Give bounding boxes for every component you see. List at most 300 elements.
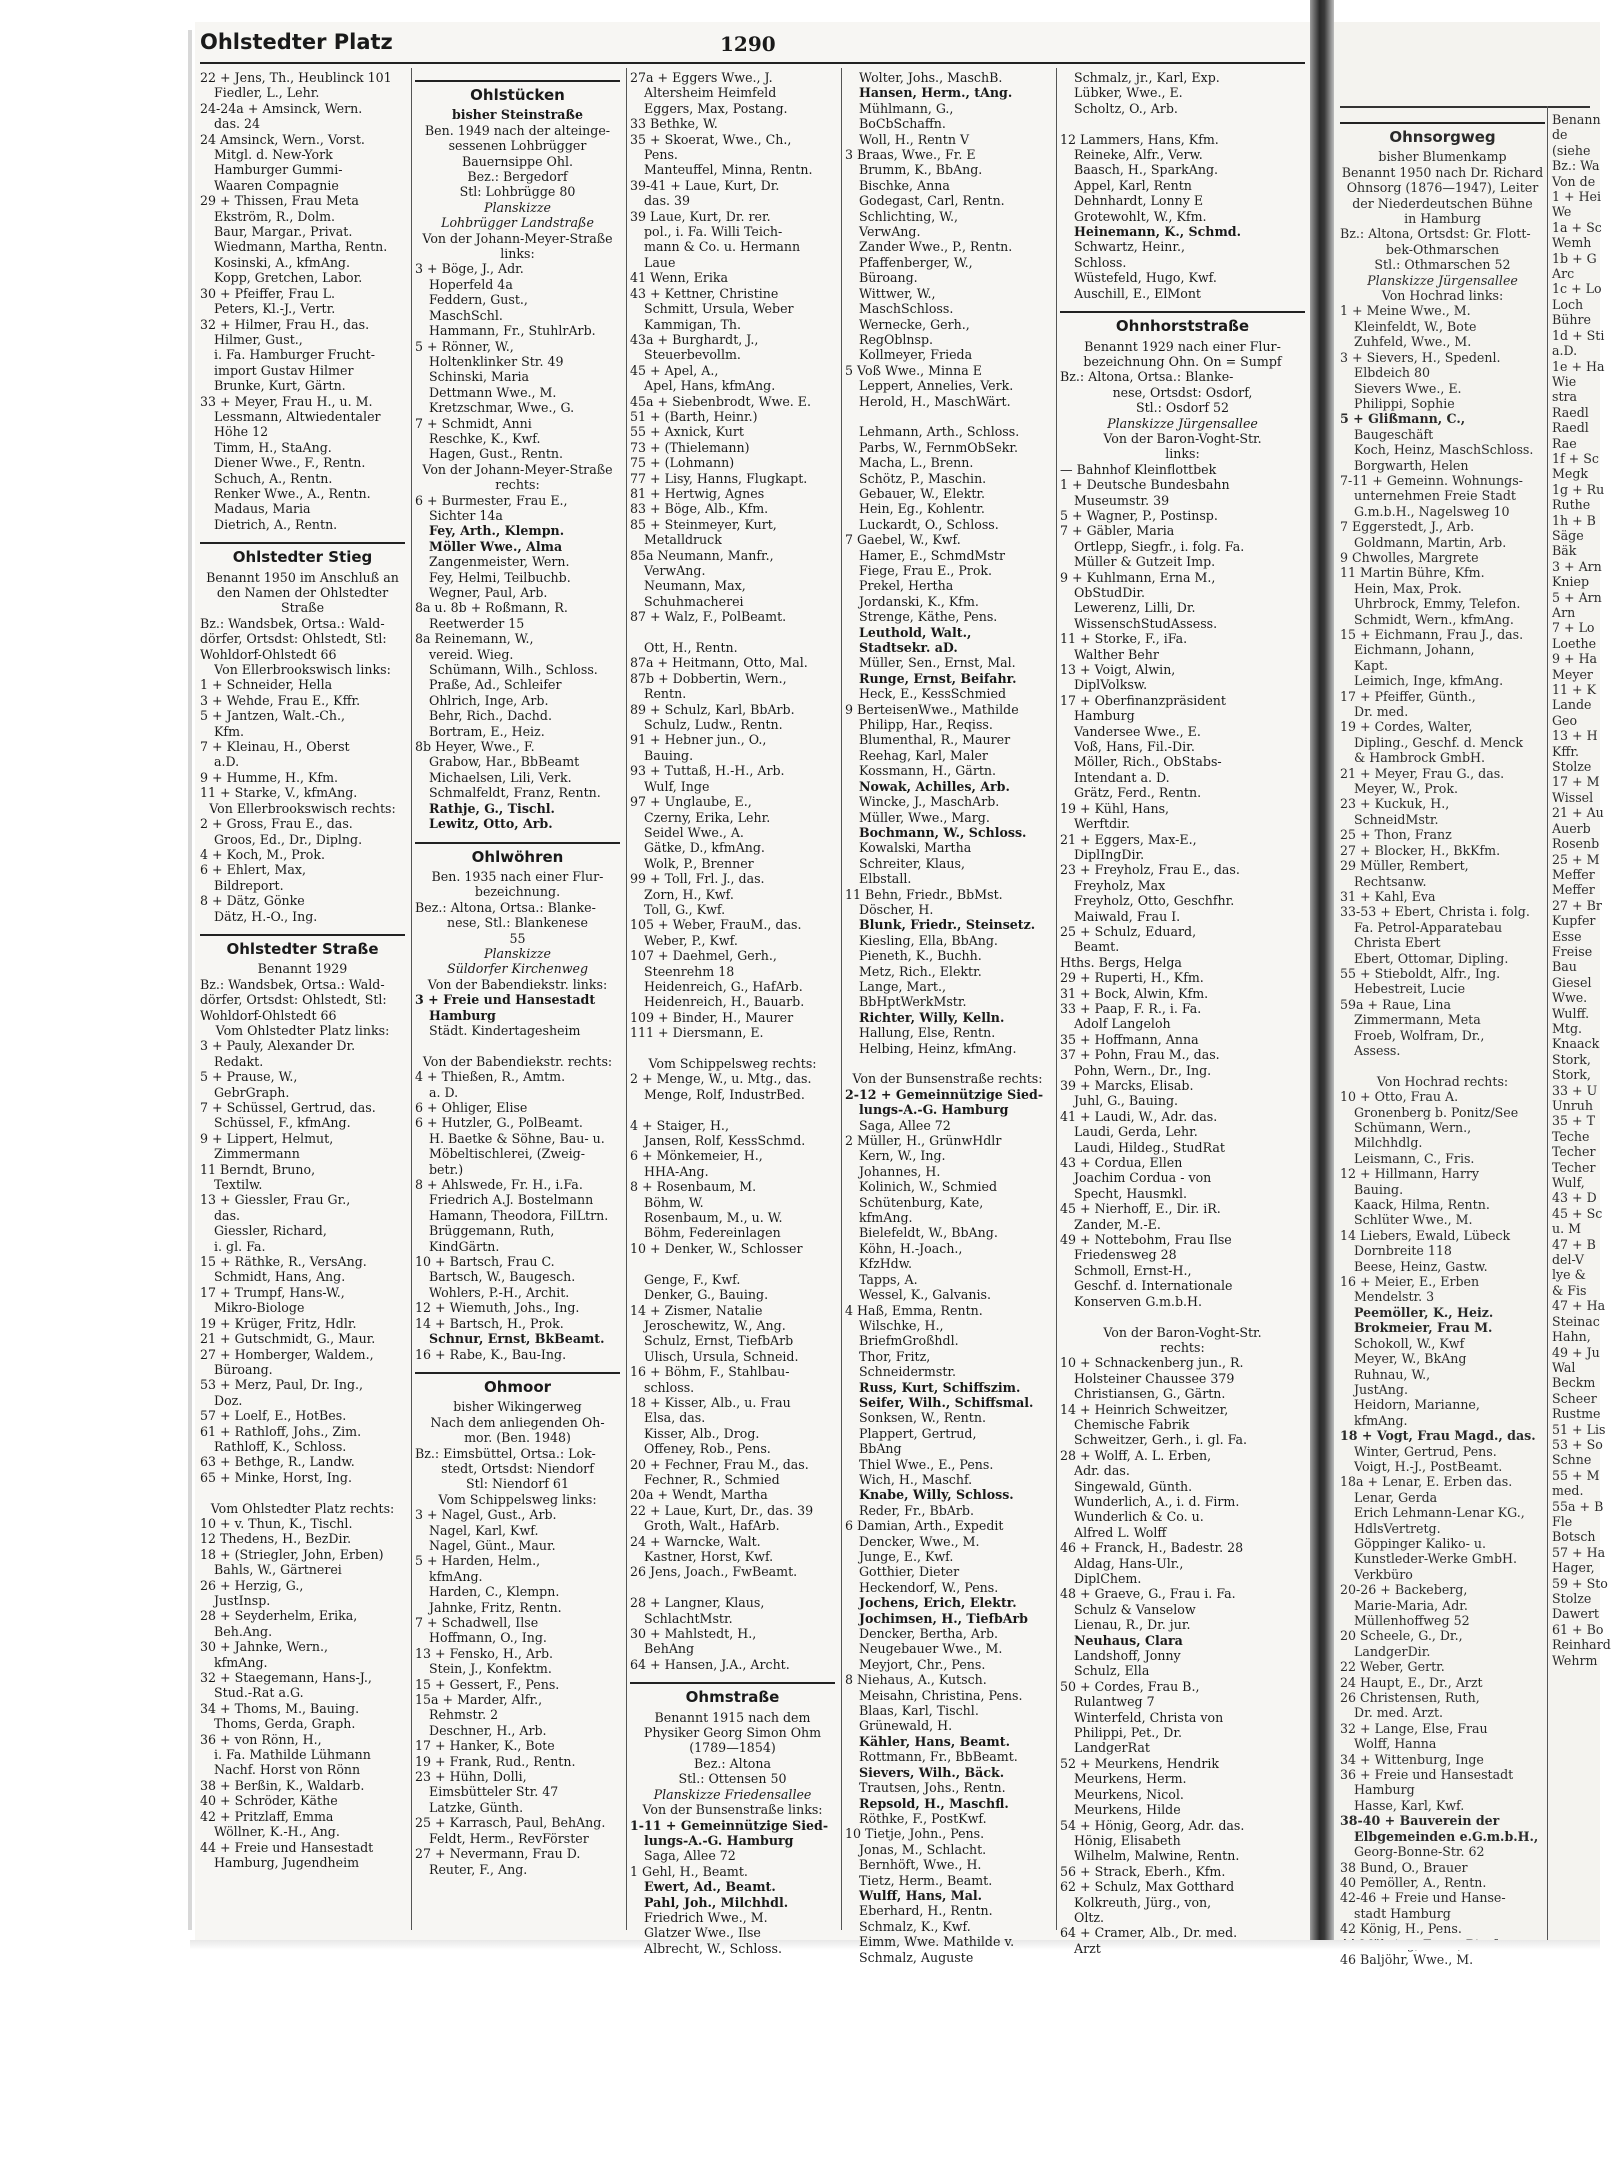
house-entry: 7 Gaebel, W., Kwf. [845,532,961,548]
resident-line: Schloss. [1074,254,1127,270]
resident-line: Rottmann, Fr., BbBeamt. [859,1749,1018,1765]
cut-off-line: 55 + M [1552,1467,1600,1483]
resident-line: Höhe 12 [214,424,269,440]
resident-line: Schulz, Ludw., Rentn. [644,717,783,733]
resident-line: G.m.b.H., Nagelsweg 10 [1354,503,1510,519]
resident-line: Reineke, Alfr., Verw. [1074,147,1203,163]
cut-off-line: Auerb [1552,820,1591,836]
street-note: Benannt 1929 nach einer Flur- [1084,338,1281,354]
resident-line: Wilhelm, Malwine, Rentn. [1074,1848,1240,1864]
house-entry: Bz.: Altona, Ortsdst: Gr. Flott- [1340,226,1531,242]
resident-line: Madaus, Maria [214,501,311,517]
resident-line: Genge, F., Kwf. [644,1271,741,1287]
house-entry: 7-11 + Gemeinn. Wohnungs- [1340,472,1523,488]
street-note: Von der Bunsenstraße rechts: [852,1071,1043,1087]
street-note: Benannt 1950 im Anschluß an [206,569,399,585]
house-entry: 7 Eggerstedt, J., Arb. [1340,519,1475,535]
resident-line: Adr. das. [1074,1463,1130,1479]
resident-line: Zimmermann [214,1146,300,1162]
resident-line: Grotewohlt, W., Kfm. [1074,208,1207,224]
house-entry: 50 + Cordes, Frau B., [1060,1678,1200,1694]
resident-line: Weber, P., Kwf. [644,932,738,948]
cut-off-line: Wissel [1552,789,1594,805]
resident-line: Dornbreite 118 [1354,1243,1452,1259]
house-entry: 43 + Kettner, Christine [630,285,779,301]
resident-line: Juhl, G., Bauing. [1074,1093,1179,1109]
house-entry: 51 + (Barth, Heinr.) [630,408,758,424]
house-entry: 41 + Laudi, W., Adr. das. [1060,1108,1218,1124]
resident-line: Wessel, K., Galvanis. [859,1287,992,1303]
house-entry: 6 + Burmester, Frau E., [415,492,568,508]
house-entry: 109 + Binder, H., Maurer [630,1009,794,1025]
house-entry: 10 + Bartsch, Frau C. [415,1254,555,1270]
resident-line: Blumenthal, R., Maurer [859,732,1011,748]
house-entry: 10 + Schnackenberg jun., R. [1060,1355,1244,1371]
street-note: Bez.: Altona [694,1755,771,1771]
street-heading: Ohlwöhren [415,842,620,865]
resident-line: Bauing. [1354,1181,1404,1197]
cut-off-line: Rae [1552,435,1577,451]
house-entry: 25 + Thon, Franz [1340,827,1452,843]
house-entry: 9 BerteisenWwe., Mathilde [845,701,1019,717]
house-entry: 45a + Siebenbrodt, Wwe. E. [630,393,811,409]
resident-line: Wöllner, K.-H., Ang. [214,1824,340,1840]
house-entry: 33 Bethke, W. [630,116,718,132]
cut-off-line: 13 + H [1552,728,1598,744]
cut-off-line: 7 + Lo [1552,620,1595,636]
house-entry: 1-11 + Gemeinnützige Sied- [630,1817,829,1833]
cut-off-line: Stolze [1552,1591,1592,1606]
resident-line: Fey, Helmi, Teilbuchb. [429,569,571,585]
resident-line: Bochmann, W., Schloss. [859,824,1027,840]
resident-line: Möller, Rich., ObStabs- [1074,754,1222,770]
resident-line: Schlichting, W., [859,208,959,224]
cut-off-line: Wie [1552,373,1577,389]
cut-off-line: a.D. [1552,343,1578,359]
resident-line: Hönig, Elisabeth [1074,1832,1181,1848]
resident-line: Steuerbevollm. [644,347,741,363]
resident-line: Städt. Kindertagesheim [429,1022,581,1038]
house-entry: 14 Liebers, Ewald, Lübeck [1340,1227,1511,1243]
resident-line: Plappert, Gertrud, [859,1425,977,1441]
street-note: Benannt 1915 nach dem [654,1709,811,1725]
resident-line: Milchhdlg. [1354,1135,1423,1151]
resident-line: Schreiter, Klaus, [859,855,965,871]
resident-line: Seifer, Wilh., Schiffsmal. [859,1394,1034,1410]
resident-line: Lenar, Gerda [1354,1489,1438,1505]
resident-line: Voigt, H.-J., PostBeamt. [1354,1458,1503,1474]
resident-line: Fiege, Frau E., Prok. [859,563,993,578]
house-entry: 18 + Kisser, Alb., u. Frau [630,1394,791,1410]
resident-line: Ohlrich, Inge, Arb. [429,692,549,708]
resident-line: Schmitt, Ursula, Weber [644,301,794,317]
resident-line: Ulisch, Ursula, Schneid. [644,1348,799,1364]
street-note: stedt, Ortsdst: Niendorf [441,1460,594,1476]
cut-off-line: Loethe [1552,635,1597,651]
resident-line: Junge, E., Kwf. [859,1549,954,1564]
resident-line: Steenrehm 18 [644,963,735,979]
cut-off-line: Stork, [1552,1067,1591,1083]
resident-line: Denker, G., Bauing. [644,1287,769,1303]
resident-line: Schmalz, jr., Karl, Exp. [1074,70,1220,85]
house-entry: Wohldorf-Ohlstedt 66 [200,1007,337,1023]
house-entry: 17 + Oberfinanzpräsident [1060,692,1226,708]
resident-line: Heck, E., KessSchmied [859,686,1007,702]
resident-line: HHA-Ang. [644,1163,709,1179]
resident-line: Friedrich Wwe., M. [644,1909,768,1925]
resident-line: Lienau, R., Dr. jur. [1074,1617,1191,1633]
resident-line: Hamburg [429,1007,496,1023]
resident-line: Schötz, P., Maschin. [859,470,987,486]
cut-off-line: Stolze [1552,759,1592,775]
street-note: bezeichnung Ohn. On = Sumpf [1083,353,1282,369]
house-entry: 9 + Humme, H., Kfm. [200,769,339,785]
resident-line: Adolf Langeloh [1074,1016,1171,1032]
cut-off-line: 59 + Sto [1552,1575,1608,1591]
cut-off-line: 1b + G [1552,250,1597,266]
resident-line: Feldt, Herm., RevFörster [429,1830,589,1846]
resident-line: Intendant a. D. [1074,769,1170,785]
house-entry: 7 + Schüssel, Gertrud, das. [200,1100,376,1115]
resident-line: DiplVolksw. [1074,677,1148,693]
resident-line: Renker Wwe., A., Rentn. [214,485,371,501]
cut-off-line: 53 + So [1552,1436,1603,1452]
street-note: in Hamburg [1404,211,1481,227]
house-entry: 27 + Blocker, H., BkKfm. [1340,842,1501,858]
house-entry: 4 + Staiger, H., [630,1117,729,1133]
resident-line: Baugeschäft [1354,426,1434,442]
resident-line: Menge, Rolf, IndustrBed. [644,1086,805,1102]
house-entry: 3 + Pauly, Alexander Dr. [200,1038,356,1054]
column-rule [626,68,627,1930]
resident-line: Bauing. [644,747,694,763]
resident-line: Wolter, Johs., MaschB. [859,70,1003,85]
street-note: rechts: [495,477,540,493]
resident-line: Stud.-Rat a.G. [214,1685,304,1701]
house-entry [630,1041,835,1056]
resident-line: Bahls, W., Gärtnerei [214,1562,342,1578]
street-note: Vom Schippelsweg rechts: [648,1056,817,1071]
resident-line: Kosinski, A., kfmAng. [214,254,350,270]
house-entry: 18 + Vogt, Frau Magd., das. [1340,1428,1536,1444]
cut-off-line: Arc [1552,266,1575,282]
house-entry: 36 + von Rönn, H., [200,1731,322,1747]
house-entry: 5 Voß Wwe., Minna E [845,362,982,378]
resident-line: Döscher, H. [859,901,934,917]
cut-off-line: Unruh [1552,1098,1593,1113]
resident-line: Leppert, Annelies, Verk. [859,378,1014,394]
house-entry: 39-41 + Laue, Kurt, Dr. [630,177,780,193]
resident-line: Schmalfeldt, Franz, Rentn. [429,785,601,801]
resident-line: Erich Lehmann-Lenar KG., [1354,1505,1525,1521]
house-entry: 24-24a + Amsinck, Wern. [200,100,363,116]
house-entry: 42 König, H., Pens. [1340,1921,1462,1937]
street-note: 55 [509,930,526,946]
resident-line: Thiel Wwe., E., Pens. [859,1456,994,1472]
house-entry: 10 Tietje, John., Pens. [845,1826,985,1842]
resident-line: Friedrich A.J. Bostelmann [429,1192,594,1208]
house-entry: 19 + Frank, Rud., Rentn. [415,1753,576,1769]
house-entry: 44 + Freie und Hansestadt [200,1839,374,1855]
resident-line: Ortlepp, Siegfr., i. folg. Fa. [1074,538,1245,554]
resident-line: WissenschStudAssess. [1074,615,1218,631]
house-entry: 12 + Hillmann, Harry [1340,1166,1479,1182]
resident-line: ObStudDir. [1074,585,1146,600]
house-entry: 75 + (Lohmann) [630,455,735,471]
street-note: Von Ellerbrookswisch rechts: [209,800,396,816]
resident-line: Gätke, D., kfmAng. [644,840,765,856]
facing-page-column-cut [1552,112,1611,1668]
house-entry: 85a Neumann, Manfr., [630,547,774,563]
resident-line: Voß, Hans, Fil.-Dir. [1074,739,1195,755]
cut-off-line: 47 + B [1552,1236,1596,1252]
resident-line: Textilw. [214,1177,263,1193]
resident-line: Groth, Walt., HafArb. [644,1518,780,1534]
resident-line: Rentn. [644,686,687,702]
resident-line: Friedensweg 28 [1074,1247,1177,1263]
resident-line: Grabow, Har., BbBeamt [429,754,580,770]
resident-line: Wilschke, H., [859,1317,944,1333]
resident-line: JustAng. [1354,1381,1408,1397]
resident-line: Fechner, R., Schmied [644,1471,780,1487]
resident-line: Giessler, Richard, [214,1223,327,1239]
house-entry [1060,116,1305,131]
street-note: Stl.: Osdorf 52 [1135,400,1230,416]
resident-line: Schulz, Ernst, TiefbArb [644,1333,794,1349]
resident-line: & Hambrock GmbH. [1354,750,1486,766]
house-entry: 21 + Meyer, Frau G., das. [1340,765,1505,781]
resident-line: Rechtsanw. [1354,873,1427,889]
resident-line: Reschke, K., Kwf. [429,430,541,446]
resident-line: Meurkens, Nicol. [1074,1786,1184,1802]
resident-line: Kisser, Alb., Drog. [644,1425,760,1441]
street-note: der Niederdeutschen Bühne [1352,195,1533,211]
resident-line: Ebert, Ottomar, Dipling. [1354,950,1509,966]
resident-line: Georg-Bonne-Str. 62 [1354,1844,1485,1860]
resident-line: Baasch, H., SparkAng. [1074,162,1219,178]
resident-line: Eimsbütteler Str. 47 [429,1784,559,1800]
resident-line: Prekel, Hertha [859,578,954,594]
resident-line: vereid. Wieg. [429,646,514,662]
house-entry [415,1038,620,1053]
house-entry: 31 + Kahl, Eva [1340,888,1436,904]
resident-line: BoCbSchaffn. [859,116,946,132]
house-entry: 2 + Menge, W., u. Mtg., das. [630,1071,812,1087]
resident-line: Repsold, H., Maschfl. [859,1795,1009,1811]
resident-line: Elbstall. [859,871,912,887]
house-entry: 11 Martin Bühre, Kfm. [1340,565,1485,581]
resident-line: Kastner, Horst, Kwf. [644,1549,774,1564]
resident-line: Runge, Ernst, Beifahr. [859,670,1017,686]
cut-off-line: Meyer [1552,666,1593,682]
resident-line: Hebestreit, Lucie [1354,981,1466,997]
house-entry: 11 Behn, Friedr., BbMst. [845,886,1003,902]
resident-line: BehAng [644,1641,695,1657]
resident-line: kfmAng. [1354,1412,1408,1428]
street-note: nese, Stl.: Blankenese [447,915,588,931]
cut-off-line: 1g + Ru [1552,481,1605,497]
resident-line: Wernecke, Gerh., [859,316,970,332]
house-entry: 49 + Nottebohm, Frau Ilse [1060,1232,1232,1248]
resident-line: Hoperfeld 4a [429,276,513,292]
cut-off-line: 49 + Ju [1552,1344,1600,1360]
house-entry: 55 + Axnick, Kurt [630,424,744,440]
resident-line: Zorn, H., Kwf. [644,886,734,902]
column-rule [841,68,842,1930]
resident-line: Singewald, Günth. [1074,1478,1193,1494]
resident-line: Philipp, Har., Reqiss. [859,717,993,733]
resident-line: i. gl. Fa. [214,1238,266,1254]
street-note: links: [500,246,535,262]
resident-line: Heidenreich, G., HafArb. [644,978,803,994]
house-entry: 91 + Hebner jun., O., [630,732,767,748]
resident-line: SchlachtMstr. [644,1610,733,1626]
house-entry: 5 + Rönner, W., [415,338,514,354]
resident-line: Kapt. [1354,657,1389,673]
resident-line: i. Fa. Mathilde Lühmann [214,1747,371,1763]
resident-line: Fey, Arth., Klempn. [429,523,565,539]
cut-off-line: 27 + Br [1552,897,1602,913]
cut-off-line: Wulf, [1552,1175,1585,1191]
house-entry: 19 + Krüger, Fritz, Hdlr. [200,1315,357,1331]
house-entry: 35 + Skoerat, Wwe., Ch., [630,131,792,147]
resident-line: Schneidermstr. [859,1364,957,1380]
resident-line: Ewert, Ad., Beamt. [644,1879,776,1895]
resident-line: Deschner, H., Arb. [429,1722,547,1738]
resident-line: Kähler, Hans, Beamt. [859,1733,1010,1749]
resident-line: Wolk, P., Brenner [644,855,754,871]
street-note: Stl: Niendorf 61 [466,1476,569,1492]
resident-line: Behr, Rich., Dachd. [429,708,552,724]
house-entry: 16 + Böhm, F., Stahlbau- [630,1364,790,1380]
house-entry: 4 + Koch, M., Prok. [200,846,326,862]
resident-line: Vandersee Wwe., E. [1074,723,1201,739]
street-note: Von der Bunsenstraße links: [642,1802,823,1818]
directory-column [200,70,405,1870]
street-heading: Ohmstraße [630,1682,835,1705]
resident-line: Meisahn, Christina, Pens. [859,1687,1023,1703]
resident-line: Grünewald, H. [859,1718,953,1734]
resident-line: Müller & Gutzeit Imp. [1074,554,1216,570]
house-entry: 2 Müller, H., GrünwHdlr [845,1133,1002,1149]
resident-line: Richter, Willy, Kelln. [859,1009,1005,1025]
resident-line: H. Baetke & Söhne, Bau- u. [429,1130,605,1146]
cut-off-line: Esse [1552,928,1582,944]
resident-line: das. [214,1207,241,1223]
house-entry: 111 + Diersmann, E. [630,1025,764,1041]
resident-line: das. 39 [644,193,691,209]
street-heading: Ohnsorgweg [1340,122,1545,145]
resident-line: Bielefeldt, W., BbAng. [859,1225,998,1241]
house-entry: 8a Reinemann, W., [415,631,534,647]
cut-off-line: 35 + T [1552,1113,1595,1129]
resident-line: Winter, Gertrud, Pens. [1354,1443,1497,1459]
resident-line: Schuhmacherei [644,593,744,609]
house-entry: 5 + Jantzen, Walt.-Ch., [200,708,345,724]
resident-line: Apel, Hans, kfmAng. [644,378,776,394]
street-note: links: [1165,446,1200,462]
cut-off-line: Kffr. [1552,743,1579,759]
house-entry: 59a + Raue, Lina [1340,996,1451,1012]
resident-line: Zander Wwe., P., Rentn. [859,239,1013,255]
resident-line: Thoms, Gerda, Graph. [214,1716,356,1732]
resident-line: Czerny, Erika, Lehr. [644,809,771,825]
cut-off-line: Meffer [1552,882,1595,898]
resident-line: Baur, Margar., Privat. [214,224,353,240]
resident-line: Christiansen, G., Gärtn. [1074,1386,1226,1402]
house-entry [845,409,1050,424]
street-note: Benannt 1929 [257,961,348,977]
resident-line: unternehmen Freie Stadt [1354,488,1516,504]
resident-line: Woll, H., Rentn V [859,131,970,147]
street-note: Vom Ohlstedter Platz links: [215,1022,390,1038]
resident-line: Schulz & Vanselow [1074,1601,1196,1617]
resident-line: a.D. [214,754,240,770]
resident-line: MaschSchloss. [859,301,954,317]
cut-off-line: Arn [1552,605,1576,620]
resident-line: Nagel, Günt., Maur. [429,1537,556,1553]
resident-line: Lessmann, Altwiedentaler [214,408,381,424]
house-entry: 53 + Merz, Paul, Dr. Ing., [200,1377,364,1393]
resident-line: VerwAng. [859,224,921,240]
cut-off-line: Wehrm [1552,1652,1598,1668]
resident-line: Mendelstr. 3 [1354,1289,1435,1305]
resident-line: Göppinger Kaliko- u. [1354,1535,1487,1551]
resident-line: Dipling., Geschf. d. Menck [1354,734,1523,750]
resident-line: Redakt. [214,1053,264,1069]
resident-line: Neugebauer Wwe., M. [859,1641,1003,1657]
resident-line: Büroang. [214,1361,273,1377]
cut-off-line: 57 + Ha [1552,1544,1606,1560]
street-note: Straße [280,600,325,616]
resident-line: Froeb, Wolfram, Dr., [1354,1027,1485,1043]
resident-line: Meyer, W., Prok. [1354,781,1459,797]
resident-line: Peters, Kl.-J., Vertr. [214,301,336,317]
resident-line: Macha, L., Brenn. [859,455,974,471]
resident-line: Strenge, Käthe, Pens. [859,609,998,625]
resident-line: mann & Co. u. Hermann [644,239,801,255]
resident-line: SchneidMstr. [1354,811,1439,827]
house-entry: 6 + Ohliger, Elise [415,1100,528,1115]
resident-line: Sievers, Wilh., Bäck. [859,1764,1005,1780]
resident-line: Trautsen, Johs., Rentn. [859,1780,1006,1796]
house-entry: 12 + Wiemuth, Johs., Ing. [415,1300,580,1316]
resident-line: Schmalz, Auguste [859,1949,974,1965]
resident-line: Wolff, Hanna [1354,1736,1437,1752]
cut-off-line: stra [1552,389,1578,405]
house-entry: 35 + Hoffmann, Anna [1060,1031,1199,1047]
resident-line: Specht, Hausmkl. [1074,1185,1188,1201]
resident-line: Pohn, Wern., Dr., Ing. [1074,1062,1212,1078]
house-entry: 6 Damian, Arth., Expedit [845,1518,1004,1534]
house-entry: 1 + Schneider, Hella [200,677,333,693]
resident-line: Wohlers, P.-H., Archit. [429,1284,570,1300]
street-note: rechts: [1160,1339,1205,1355]
street-heading: Ohlstedter Straße [200,934,405,957]
house-entry [200,1485,405,1500]
resident-line: Wincke, J., MaschArb. [859,794,1000,810]
street-note: Ben. 1935 nach einer Flur- [431,868,604,884]
house-entry: 107 + Daehmel, Gerh., [630,948,777,964]
resident-line: Brunke, Kurt, Gärtn. [214,378,346,394]
resident-line: BbHptWerkMstr. [859,994,967,1010]
resident-line: Marie-Maria, Adr. [1354,1597,1468,1613]
resident-line: Dencker, Bertha, Arb. [859,1626,999,1642]
cut-off-line: 9 + Ha [1552,651,1598,667]
street-note: Lohbrügger Landstraße [441,215,594,231]
house-entry: 24 Amsinck, Wern., Vorst. [200,131,365,147]
resident-line: Elbgemeinden e.G.m.b.H., [1354,1828,1539,1844]
